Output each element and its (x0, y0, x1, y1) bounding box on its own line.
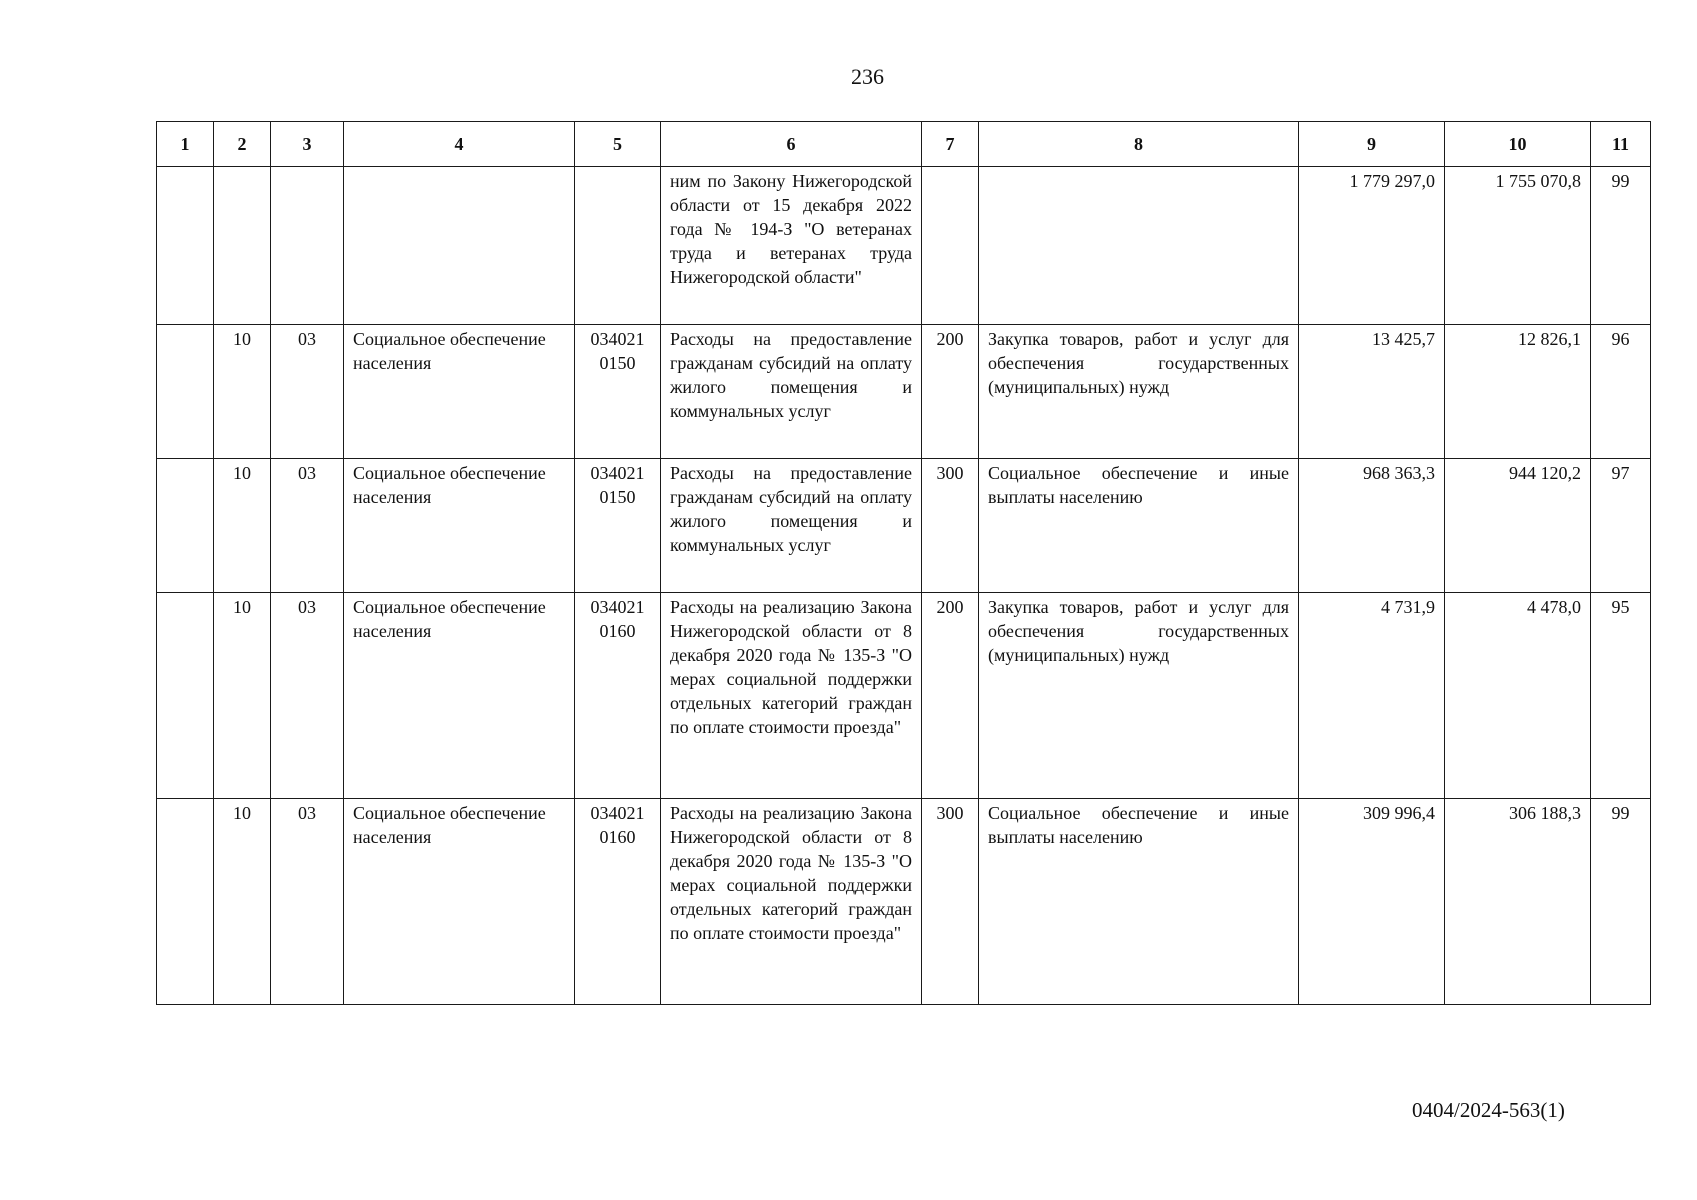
cell-target-code: 034021 0160 (575, 799, 661, 1005)
cell-section-name: Социальное обеспечение населения (344, 799, 575, 1005)
table-row (157, 325, 1651, 459)
cell-col-1 (157, 799, 214, 1005)
cell-actual-amount: 944 120,2 (1445, 459, 1591, 593)
cell-expense-type-code: 200 (922, 325, 979, 459)
column-header: 2 (214, 122, 271, 167)
cell-percent: 97 (1591, 459, 1651, 593)
cell-expense-type-code: 200 (922, 593, 979, 799)
cell-target-code (575, 167, 661, 325)
cell-section (214, 167, 271, 325)
cell-section-name: Социальное обеспечение населения (344, 459, 575, 593)
cell-target-code: 034021 0150 (575, 459, 661, 593)
cell-col-1 (157, 167, 214, 325)
cell-col-1 (157, 593, 214, 799)
cell-percent: 99 (1591, 167, 1651, 325)
column-header: 6 (661, 122, 922, 167)
cell-section: 10 (214, 799, 271, 1005)
cell-expense-description: Расходы на реализацию Закона Нижегородской области от 8 декабря 2020 года № 135-З "О мерах социальной поддержки отдельных категорий граждан по оплате стоимости проезда" (661, 799, 922, 1005)
column-header: 8 (979, 122, 1299, 167)
column-header: 7 (922, 122, 979, 167)
cell-section-name (344, 167, 575, 325)
cell-section-name: Социальное обеспечение населения (344, 325, 575, 459)
column-header: 10 (1445, 122, 1591, 167)
cell-subsection: 03 (271, 459, 344, 593)
cell-expense-type-name: Социальное обеспечение и иные выплаты населению (979, 799, 1299, 1005)
document-code: 0404/2024-563(1) (1412, 1098, 1565, 1122)
cell-target-code: 034021 0160 (575, 593, 661, 799)
cell-expense-description: ним по Закону Нижегородской области от 15 декабря 2022 года № 194-З "О ветеранах труда и ветеранах труда Нижегородской области" (661, 167, 922, 325)
header-row (157, 122, 1651, 167)
budget-table (156, 121, 1651, 1005)
cell-planned-amount: 1 779 297,0 (1299, 167, 1445, 325)
cell-actual-amount: 1 755 070,8 (1445, 167, 1591, 325)
cell-subsection: 03 (271, 593, 344, 799)
cell-actual-amount: 12 826,1 (1445, 325, 1591, 459)
cell-percent: 99 (1591, 799, 1651, 1005)
cell-expense-description: Расходы на реализацию Закона Нижегородской области от 8 декабря 2020 года № 135-З "О мерах социальной поддержки отдельных категорий граждан по оплате стоимости проезда" (661, 593, 922, 799)
cell-planned-amount: 4 731,9 (1299, 593, 1445, 799)
column-header: 4 (344, 122, 575, 167)
cell-percent: 95 (1591, 593, 1651, 799)
column-header: 5 (575, 122, 661, 167)
cell-expense-type-name: Закупка товаров, работ и услуг для обеспечения государственных (муниципальных) нужд (979, 325, 1299, 459)
cell-planned-amount: 968 363,3 (1299, 459, 1445, 593)
table-row (157, 167, 1651, 325)
page-number: 236 (851, 64, 884, 89)
cell-expense-type-code (922, 167, 979, 325)
cell-section-name: Социальное обеспечение населения (344, 593, 575, 799)
table-row (157, 799, 1651, 1005)
cell-actual-amount: 306 188,3 (1445, 799, 1591, 1005)
cell-expense-type-name (979, 167, 1299, 325)
column-header: 11 (1591, 122, 1651, 167)
cell-target-code: 034021 0150 (575, 325, 661, 459)
cell-planned-amount: 13 425,7 (1299, 325, 1445, 459)
cell-planned-amount: 309 996,4 (1299, 799, 1445, 1005)
cell-subsection (271, 167, 344, 325)
table-row (157, 459, 1651, 593)
cell-expense-type-name: Закупка товаров, работ и услуг для обеспечения государственных (муниципальных) нужд (979, 593, 1299, 799)
cell-actual-amount: 4 478,0 (1445, 593, 1591, 799)
column-header: 3 (271, 122, 344, 167)
cell-subsection: 03 (271, 325, 344, 459)
table-row (157, 593, 1651, 799)
cell-expense-description: Расходы на предоставление гражданам субсидий на оплату жилого помещения и коммунальных услуг (661, 325, 922, 459)
cell-col-1 (157, 459, 214, 593)
cell-expense-type-code: 300 (922, 799, 979, 1005)
cell-section: 10 (214, 325, 271, 459)
column-header: 9 (1299, 122, 1445, 167)
cell-col-1 (157, 325, 214, 459)
cell-section: 10 (214, 459, 271, 593)
cell-subsection: 03 (271, 799, 344, 1005)
cell-expense-type-code: 300 (922, 459, 979, 593)
cell-expense-description: Расходы на предоставление гражданам субсидий на оплату жилого помещения и коммунальных услуг (661, 459, 922, 593)
cell-section: 10 (214, 593, 271, 799)
cell-percent: 96 (1591, 325, 1651, 459)
column-header: 1 (157, 122, 214, 167)
cell-expense-type-name: Социальное обеспечение и иные выплаты населению (979, 459, 1299, 593)
